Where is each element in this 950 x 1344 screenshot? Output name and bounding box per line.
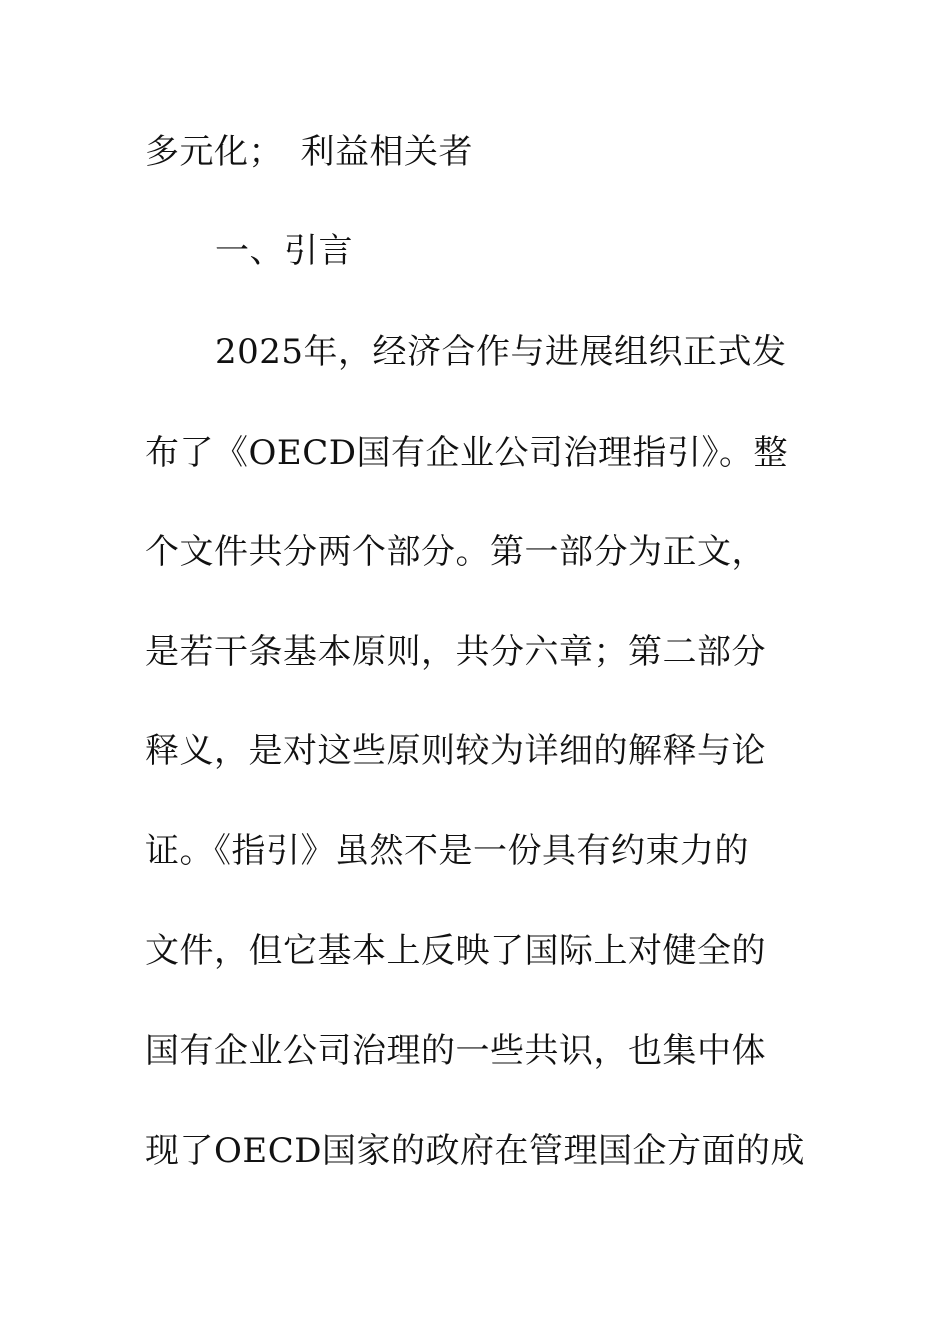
paragraph-line: 是若干条基本原则，共分六章；第二部分 xyxy=(145,632,766,672)
paragraph-line: 个文件共分两个部分。第一部分为正文， xyxy=(145,532,766,572)
paragraph-line: 文件，但它基本上反映了国际上对健全的 xyxy=(145,931,766,971)
paragraph-line: 国有企业公司治理的一些共识，也集中体 xyxy=(145,1031,766,1071)
paragraph-line: 证。《指引》虽然不是一份具有约束力的 xyxy=(145,831,749,871)
paragraph-line: 释义，是对这些原则较为详细的解释与论 xyxy=(145,731,766,771)
keywords-line: 多元化； 利益相关者 xyxy=(145,132,473,172)
paragraph-line: 2025年，经济合作与进展组织正式发 xyxy=(215,332,787,372)
section-heading: 一、引言 xyxy=(215,231,353,271)
paragraph-line: 现了OECD国家的政府在管理国企方面的成 xyxy=(145,1131,805,1171)
paragraph-line: 布了《OECD国有企业公司治理指引》。整 xyxy=(145,433,788,473)
